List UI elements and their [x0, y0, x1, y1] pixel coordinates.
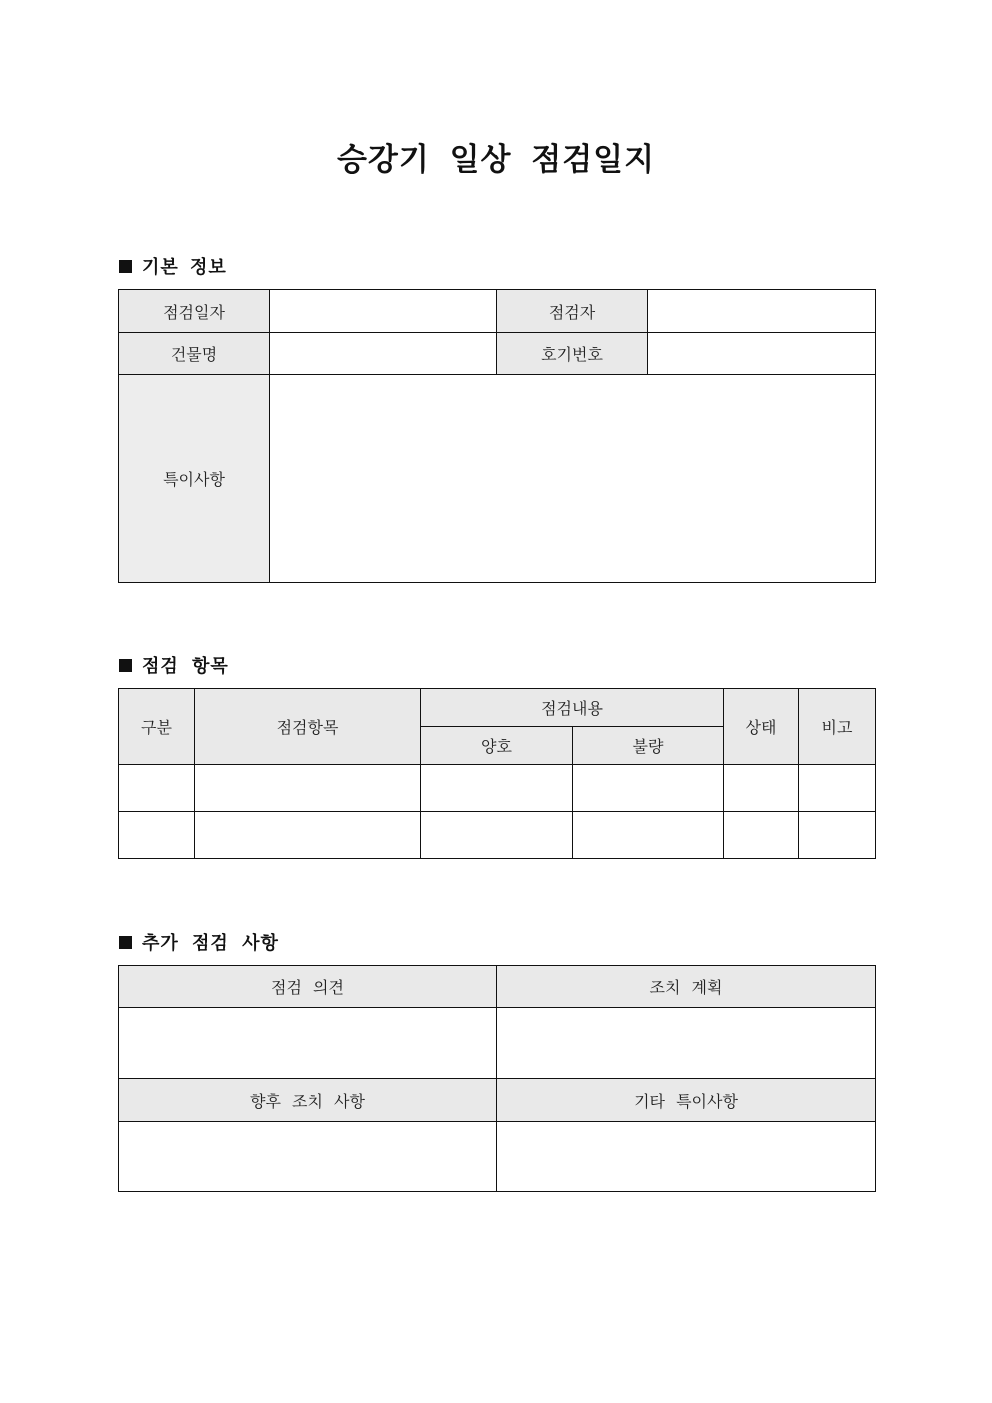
remarks-field[interactable]	[270, 375, 876, 583]
inspection-date-field[interactable]	[270, 290, 497, 333]
column-header-bad: 불량	[573, 727, 724, 765]
section-heading-label: 기본 정보	[142, 257, 227, 278]
good-cell[interactable]	[421, 765, 573, 812]
basic-info-table	[118, 289, 876, 583]
bad-cell[interactable]	[573, 765, 724, 812]
additional-table	[118, 965, 876, 1192]
remarks-label: 특이사항	[119, 375, 270, 583]
opinion-label: 점검 의견	[119, 966, 497, 1008]
followup-label: 향후 조치 사항	[119, 1079, 497, 1122]
inspector-label: 점검자	[497, 290, 648, 333]
unit-number-label: 호기번호	[497, 333, 648, 375]
inspector-field[interactable]	[648, 290, 876, 333]
section-heading-basic-info	[119, 253, 227, 279]
category-cell[interactable]	[119, 812, 195, 859]
note-cell[interactable]	[799, 765, 876, 812]
action-plan-label: 조치 계획	[497, 966, 876, 1008]
column-header-status: 상태	[724, 689, 799, 765]
building-name-label: 건물명	[119, 333, 270, 375]
inspection-date-label: 점검일자	[119, 290, 270, 333]
note-cell[interactable]	[799, 812, 876, 859]
section-heading-inspection-items	[119, 652, 229, 678]
action-plan-field[interactable]	[497, 1008, 876, 1079]
bad-cell[interactable]	[573, 812, 724, 859]
item-cell[interactable]	[195, 765, 421, 812]
section-heading-label: 점검 항목	[142, 656, 229, 677]
square-bullet-icon	[119, 659, 132, 672]
other-remarks-label: 기타 특이사항	[497, 1079, 876, 1122]
inspection-items-table	[118, 688, 876, 859]
column-header-item: 점검항목	[195, 689, 421, 765]
column-header-good: 양호	[421, 727, 573, 765]
followup-field[interactable]	[119, 1122, 497, 1192]
section-heading-label: 추가 점검 사항	[142, 933, 279, 954]
square-bullet-icon	[119, 260, 132, 273]
table-row	[119, 765, 876, 812]
column-header-category: 구분	[119, 689, 195, 765]
opinion-field[interactable]	[119, 1008, 497, 1079]
unit-number-field[interactable]	[648, 333, 876, 375]
column-header-content: 점검내용	[421, 689, 724, 727]
other-remarks-field[interactable]	[497, 1122, 876, 1192]
building-name-field[interactable]	[270, 333, 497, 375]
item-cell[interactable]	[195, 812, 421, 859]
good-cell[interactable]	[421, 812, 573, 859]
category-cell[interactable]	[119, 765, 195, 812]
square-bullet-icon	[119, 936, 132, 949]
column-header-note: 비고	[799, 689, 876, 765]
status-cell[interactable]	[724, 812, 799, 859]
status-cell[interactable]	[724, 765, 799, 812]
page-title: 승강기 일상 점검일지	[336, 142, 656, 178]
section-heading-additional	[119, 929, 279, 955]
table-row	[119, 812, 876, 859]
